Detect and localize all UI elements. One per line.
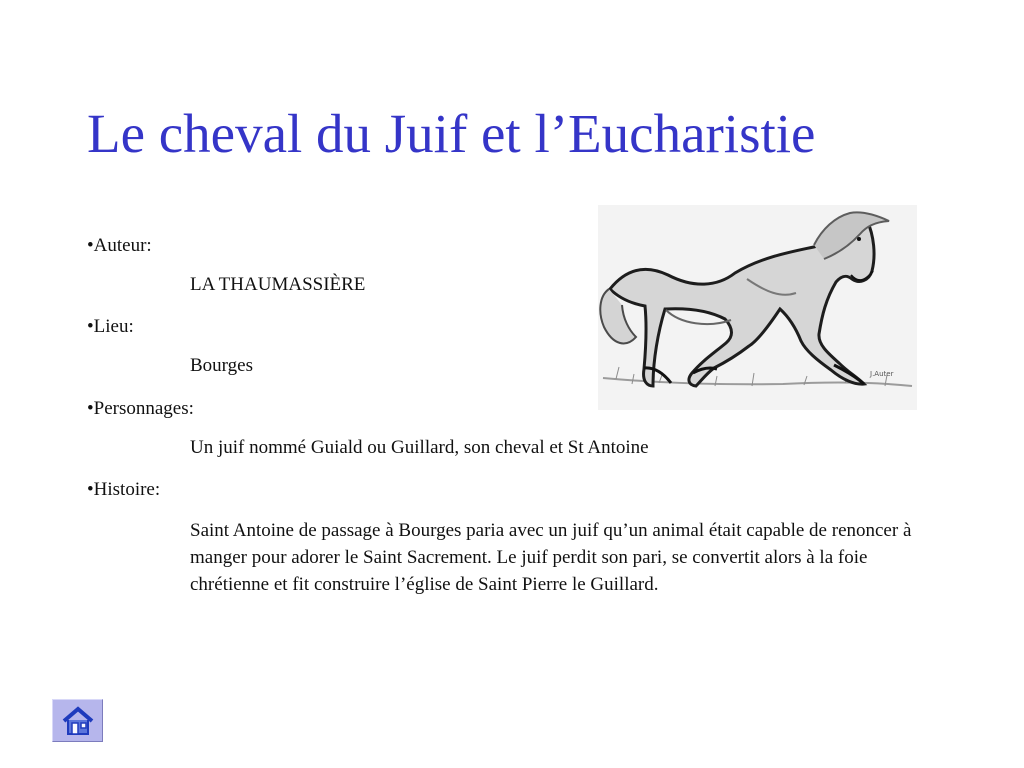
home-button[interactable] [52, 699, 103, 742]
slide-title: Le cheval du Juif et l’Eucharistie [87, 103, 816, 164]
home-icon [61, 706, 95, 737]
lieu-value: Bourges [190, 355, 253, 376]
auteur-value: LA THAUMASSIÈRE [190, 274, 366, 295]
horse-sketch-icon [598, 205, 917, 410]
histoire-text: Saint Antoine de passage à Bourges paria avec un juif qu’un animal était capable de renoncer à manger pour adorer le Saint Sacrement. Le juif perdit son pari, se convertit alors à la foie chrétienne et fit construire l’église de Saint Pierre le Guillard. [190, 520, 912, 595]
lieu-heading: •Lieu: [87, 316, 134, 337]
histoire-heading: •Histoire: [87, 479, 161, 500]
svg-text:J.Auter: J.Auter [870, 370, 894, 378]
personnages-heading: •Personnages: [87, 398, 194, 419]
horse-sketch-image [598, 205, 917, 410]
auteur-heading: •Auteur: [87, 235, 152, 256]
personnages-value: Un juif nommé Guiald ou Guillard, son cheval et St Antoine [190, 437, 649, 458]
